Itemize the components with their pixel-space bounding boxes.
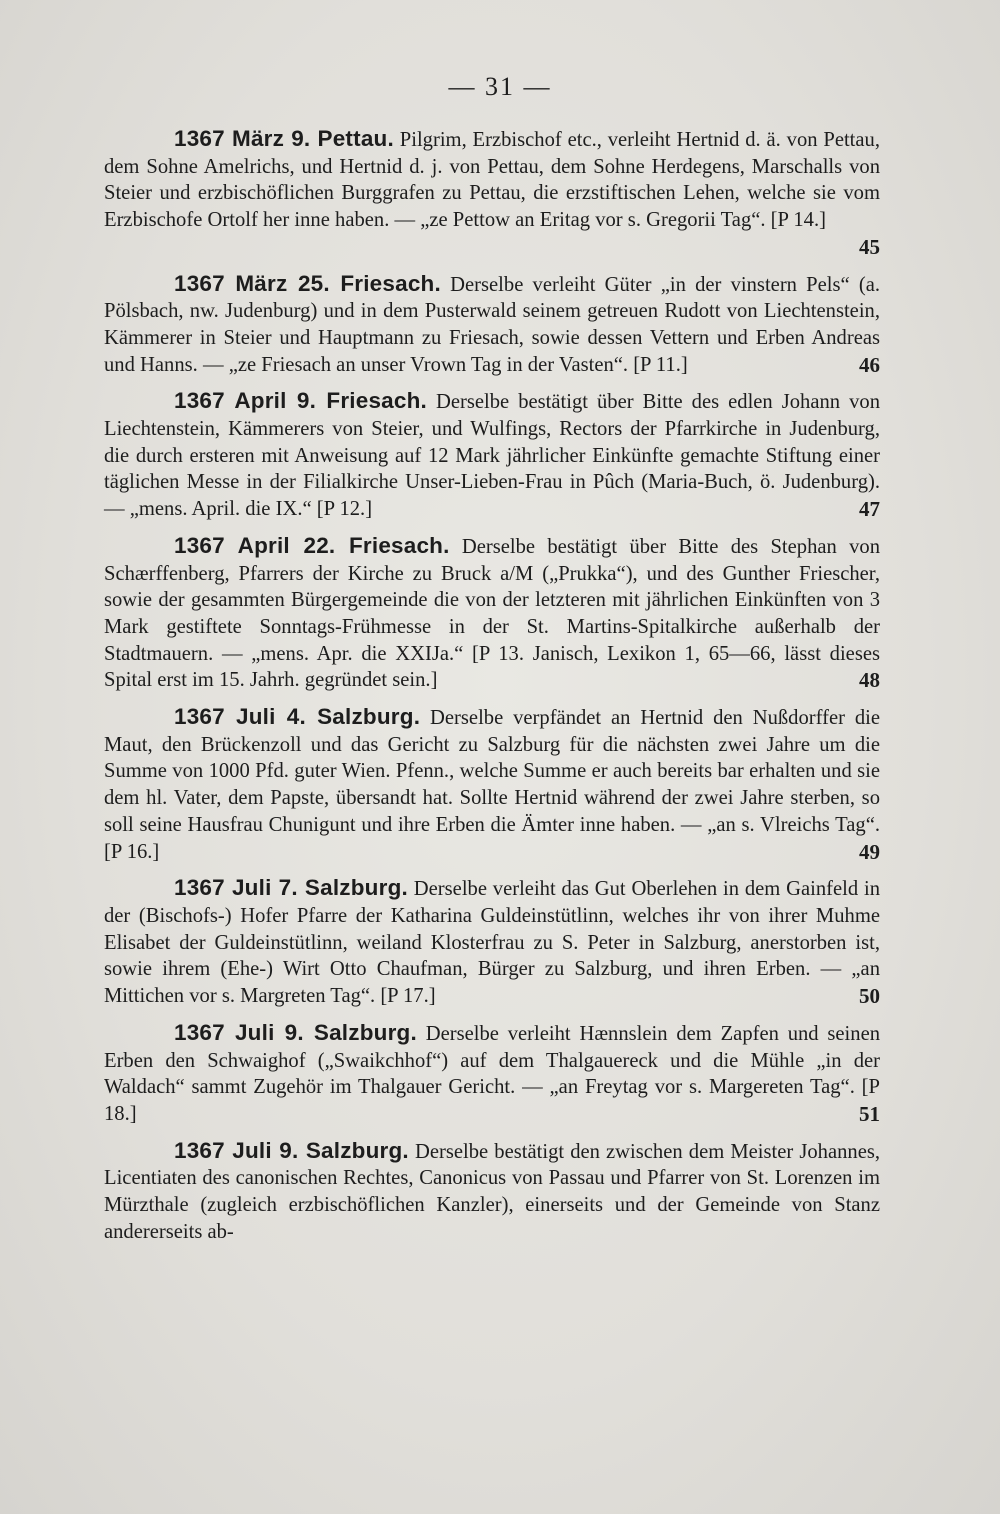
entry-paragraph — [104, 1138, 880, 1246]
regest-entry — [104, 126, 880, 261]
entry-paragraph — [104, 875, 880, 1010]
entry-heading: 1367 April 9. Friesach. — [174, 388, 427, 414]
entry-heading: 1367 Juli 4. Salzburg. — [174, 704, 421, 730]
entry-text: Derselbe verleiht Güter „in der vinstern Pels“ (a. Pölsbach, nw. Judenburg) und in dem Pusterwald seinem getreuen Rudott von Liechtenstein, Kämmerer in Steier und Hauptmann zu Friesach, sowie dessen Vettern und Erben Andreas und Hanns. — „ze Friesach an unser Vrown Tag in der Vasten“. [P 11.] — [104, 273, 881, 376]
regest-entry — [104, 271, 880, 379]
entry-heading: 1367 Juli 9. Salzburg. — [174, 1137, 409, 1163]
entry-heading: 1367 März 25. Friesach. — [174, 270, 441, 296]
entry-number: 47 — [859, 497, 880, 522]
entry-paragraph — [104, 1020, 880, 1128]
regest-entry — [104, 704, 880, 865]
regest-entry — [104, 1020, 880, 1128]
entry-heading: 1367 März 9. Pettau. — [174, 126, 394, 151]
entry-paragraph — [104, 533, 880, 694]
entry-number: 50 — [859, 984, 880, 1009]
regest-entry — [104, 388, 880, 523]
entry-heading: 1367 Juli 9. Salzburg. — [174, 1019, 417, 1045]
entry-text: Derselbe verpfändet an Hertnid den Nußdorffer die Maut, den Brückenzoll und das Gericht zu Salzburg für die nächsten zwei Jahre um die Summe von 1000 Pfd. guter Wien. Pfenn., welche Summe er auch bereits bar erhalten und sie dem hl. Vater, dem Papste, übersandt hat. Sollte Hertnid während der zwei Jahre sterben, so soll seine Hausfrau Chunigunt und ihre Erben die Ämter inne haben. — „an s. Vlreichs Tag“. [P 16.] — [104, 707, 880, 863]
entry-text: Derselbe verleiht Hænnslein dem Zapfen und seinen Erben den Schwaighof („Swaikchhof“) auf dem Thalgauereck und die Mühle „in der Waldach“ sammt Zugehör im Thalgauer Gericht. — „an Freytag vor s. Margereten Tag“. [P 18.] — [104, 1022, 881, 1125]
entry-text: Derselbe bestätigt über Bitte des Stephan von Schærffenberg, Pfarrers der Kirche zu Bruck a/M („Prukka“), und des Gunther Friescher, sowie der gesammten Bürgergemeinde die von der letzteren mit jährlichen Einkünften von 3 Mark gestiftete Sonntags-Frühmesse in der St. Martins-Spitalkirche außerhalb der Stadtmauern. — „mens. Apr. die XXIJa.“ [P 13. Janisch, Lexikon 1, 65—66, lässt dieses Spital erst im 15. Jahrh. gegründet sein.] — [104, 535, 880, 692]
entry-text: Derselbe verleiht das Gut Oberlehen in dem Gainfeld in der (Bischofs-) Hofer Pfarre der Katharina Guldeinstütlinn, welches ihr von ihrer Muhme Elisabet der Guldeinstütlinn, weiland Klosterfrau zu S. Peter in Salzburg, anerstorben ist, sowie ihrem (Ehe-) Wirt Otto Chaufman, Bürger zu Salzburg, und ihren Erben. — „an Mittichen vor s. Margreten Tag“. [P 17.] — [104, 878, 880, 1008]
entry-number: 48 — [859, 668, 880, 693]
regest-entry — [104, 1138, 880, 1246]
entry-paragraph — [104, 388, 880, 523]
entry-number: 45 — [859, 234, 880, 259]
regest-entry — [104, 875, 880, 1010]
entry-paragraph — [104, 271, 880, 379]
entry-text: Derselbe bestätigt über Bitte des edlen Johann von Liechtenstein, Kämmerers von Steier, und Wulfings, Rectors der Pfarrkirche in Judenburg, die durch ersteren mit Anweisung auf 12 Mark jährlicher Einkünfte gemachte Stiftung einer täglichen Messe in der Filialkirche Unser-Lieben-Frau in Pûch (Maria-Buch, ö. Judenburg). — „mens. April. die IX.“ [P 12.] — [104, 391, 880, 521]
entry-number: 49 — [859, 839, 880, 864]
entry-text: Derselbe bestätigt den zwischen dem Meister Johannes, Licentiaten des canonischen Rechtes, Canonicus von Passau und Pfarrer von St. Lorenzen im Mürzthale (zugleich erzbischöflichen Kanzler), einerseits und der Gemeinde von Stanz andererseits ab- — [104, 1140, 881, 1243]
regest-list — [104, 126, 880, 1255]
entry-paragraph — [104, 126, 880, 259]
entry-heading: 1367 April 22. Friesach. — [174, 532, 450, 558]
entry-paragraph — [104, 704, 880, 865]
entry-heading: 1367 Juli 7. Salzburg. — [174, 875, 408, 901]
entry-number: 46 — [859, 352, 880, 377]
page-number: — 31 — — [448, 72, 552, 101]
entry-number: 51 — [859, 1101, 880, 1126]
entry-text: Pilgrim, Erzbischof etc., verleiht Hertnid d. ä. von Pettau, dem Sohne Amelrichs, und Hertnid d. j. von Pettau, dem Sohne Herdegens, Marschalls von Steier und erzbischöflichen Burggrafen zu Pettau, die erzstiftischen Lehen, welche sie vom Erzbischofe Ortolf her inne haben. — „ze Pettow an Eritag vor s. Gregorii Tag“. [P 14.] — [104, 129, 880, 232]
regest-entry — [104, 533, 880, 694]
